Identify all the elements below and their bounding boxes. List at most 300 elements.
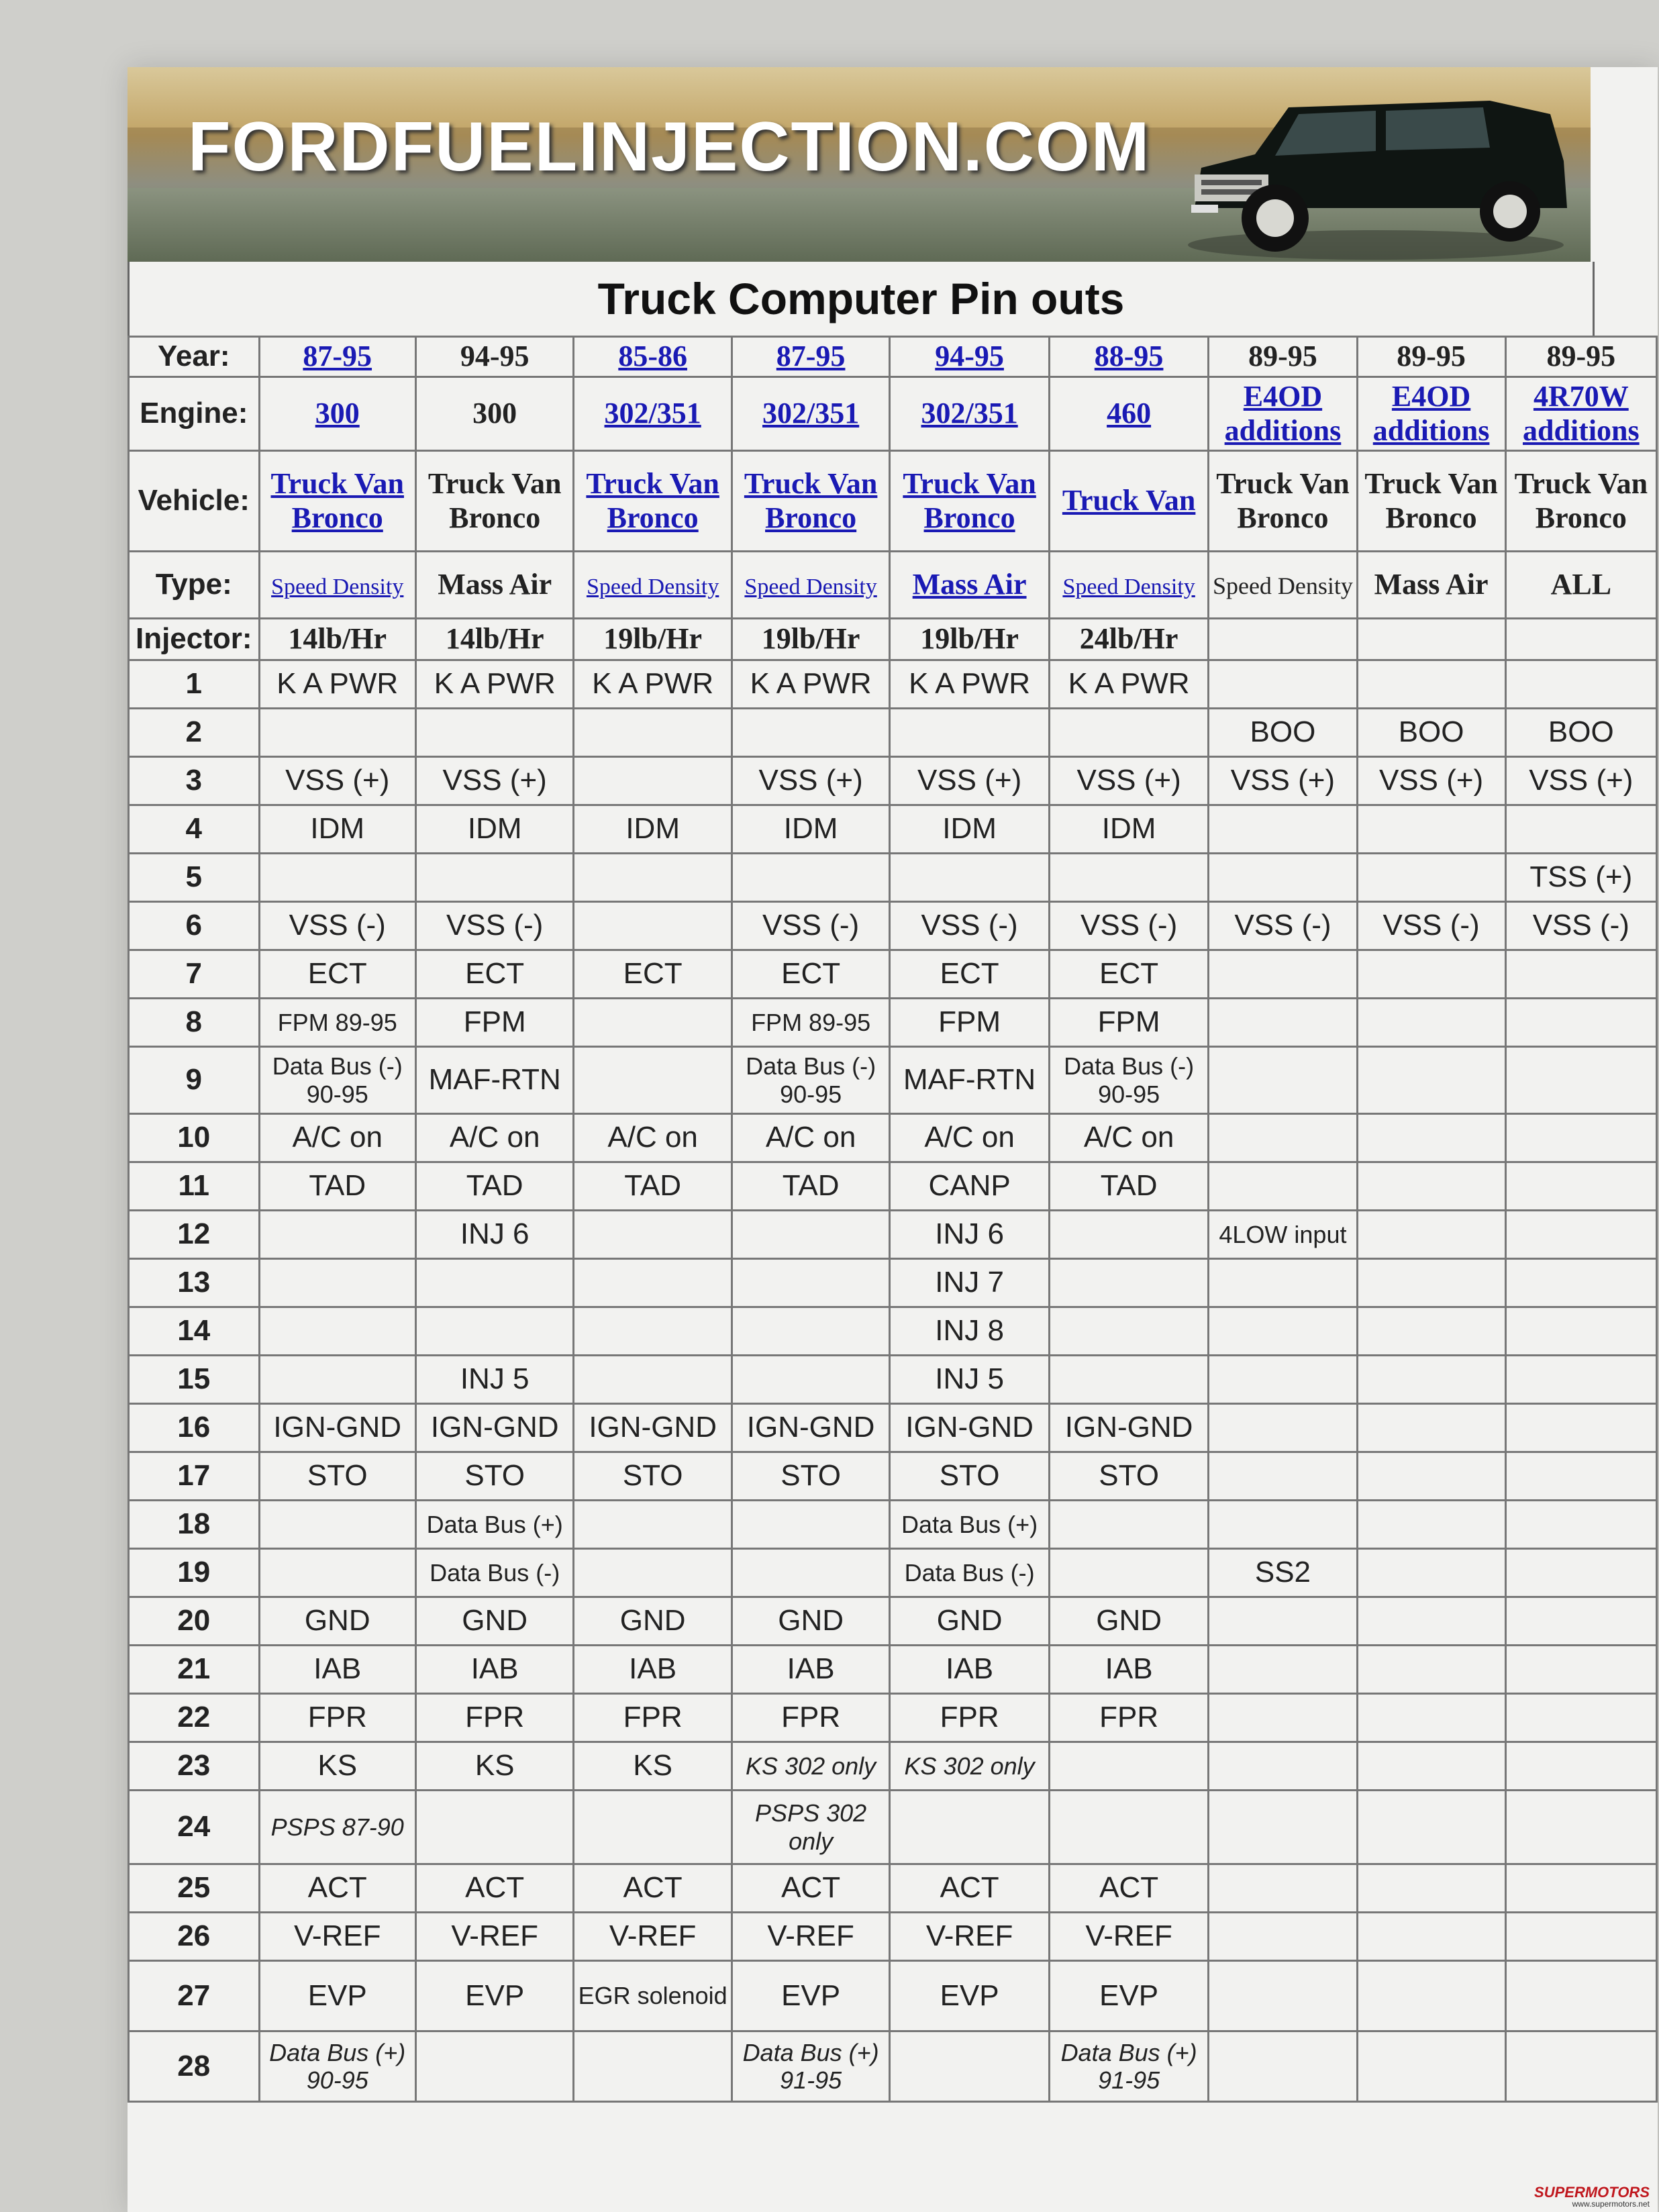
pin-cell: [259, 1259, 415, 1307]
pin-cell: [415, 854, 573, 902]
pin-number: 6: [129, 902, 260, 950]
pin-cell: IGN-GND: [415, 1404, 573, 1452]
pin-cell: [1357, 950, 1505, 999]
pin-cell: [1357, 2031, 1505, 2102]
type-link[interactable]: Speed Density: [271, 574, 404, 600]
engine-link[interactable]: 300: [315, 397, 360, 430]
pin-cell: [1505, 1646, 1656, 1694]
pin-cell: VSS (-): [1357, 902, 1505, 950]
injector-cell: [732, 619, 889, 660]
pin-cell: [574, 1259, 732, 1307]
year-text: 89-95: [1546, 340, 1616, 373]
pin-cell: [732, 854, 889, 902]
pin-cell: [415, 1791, 573, 1864]
site-banner: [128, 67, 1591, 262]
pin-cell: [732, 1211, 889, 1259]
pin-cell: Data Bus (+): [415, 1501, 573, 1549]
pin-cell: [1505, 1047, 1656, 1114]
pin-number: 17: [129, 1452, 260, 1501]
pin-cell: Data Bus (-) 90-95: [1049, 1047, 1209, 1114]
pin-number: 7: [129, 950, 260, 999]
pin-row: [129, 1356, 1657, 1404]
pin-cell: [1357, 1162, 1505, 1211]
pin-cell: IGN-GND: [1049, 1404, 1209, 1452]
year-cell: [415, 337, 573, 377]
type-cell[interactable]: [890, 552, 1050, 619]
engine-link[interactable]: 302/351: [921, 397, 1018, 430]
pin-cell: IGN-GND: [732, 1404, 889, 1452]
pin-cell: [1357, 805, 1505, 854]
vehicle-cell[interactable]: [732, 451, 889, 552]
pin-cell: [574, 1047, 732, 1114]
engine-link[interactable]: 302/351: [604, 397, 701, 430]
type-cell: [415, 552, 573, 619]
pin-cell: [1357, 1549, 1505, 1597]
injector-cell: [574, 619, 732, 660]
injector-row: [129, 619, 1657, 660]
pin-row: [129, 902, 1657, 950]
vehicle-cell[interactable]: [1049, 451, 1209, 552]
pin-cell: [574, 1211, 732, 1259]
pin-cell: VSS (+): [1505, 757, 1656, 805]
pin-cell: V-REF: [732, 1913, 889, 1961]
type-link[interactable]: Speed Density: [744, 574, 877, 600]
truck-image: [1174, 74, 1577, 262]
year-cell[interactable]: [574, 337, 732, 377]
injector-text: 19lb/Hr: [603, 622, 702, 656]
pin-cell: VSS (+): [1209, 757, 1357, 805]
pin-cell: STO: [732, 1452, 889, 1501]
engine-cell: [415, 377, 573, 451]
type-link[interactable]: Mass Air: [912, 568, 1027, 601]
pin-number: 24: [129, 1791, 260, 1864]
pin-cell: K A PWR: [1049, 660, 1209, 709]
pin-number: 22: [129, 1694, 260, 1742]
pin-cell: KS: [574, 1742, 732, 1791]
type-cell[interactable]: [1049, 552, 1209, 619]
pin-cell: [415, 1259, 573, 1307]
engine-link[interactable]: 302/351: [762, 397, 860, 430]
pin-cell: [1209, 1864, 1357, 1913]
pin-cell: [1505, 950, 1656, 999]
pin-cell: [732, 709, 889, 757]
pin-number: 4: [129, 805, 260, 854]
pin-number: 9: [129, 1047, 260, 1114]
pin-cell: TSS (+): [1505, 854, 1656, 902]
engine-link[interactable]: E4OD additions: [1372, 379, 1490, 447]
year-cell[interactable]: [732, 337, 889, 377]
pin-cell: IDM: [574, 805, 732, 854]
type-row: [129, 552, 1657, 619]
pin-cell: [732, 1549, 889, 1597]
pin-cell: FPM 89-95: [259, 999, 415, 1047]
pin-cell: IDM: [415, 805, 573, 854]
engine-cell[interactable]: [1209, 377, 1357, 451]
pin-cell: [1505, 1549, 1656, 1597]
pin-cell: STO: [890, 1452, 1050, 1501]
pin-cell: [890, 854, 1050, 902]
pin-cell: [1357, 854, 1505, 902]
pin-cell: [415, 1307, 573, 1356]
pin-cell: VSS (+): [890, 757, 1050, 805]
pin-cell: [574, 1307, 732, 1356]
pin-cell: [1357, 1864, 1505, 1913]
engine-label: Engine:: [129, 377, 260, 451]
pin-cell: ACT: [574, 1864, 732, 1913]
pin-cell: K A PWR: [574, 660, 732, 709]
pinout-table-body: [129, 337, 1657, 2102]
pin-cell: FPM: [1049, 999, 1209, 1047]
injector-text: 19lb/Hr: [920, 622, 1019, 656]
pin-cell: BOO: [1209, 709, 1357, 757]
pin-cell: [1505, 1404, 1656, 1452]
pin-cell: [1357, 1307, 1505, 1356]
pin-cell: [1505, 1307, 1656, 1356]
pin-cell: STO: [259, 1452, 415, 1501]
pin-number: 8: [129, 999, 260, 1047]
pin-cell: [1505, 1791, 1656, 1864]
pin-row: [129, 1597, 1657, 1646]
pin-cell: [1505, 1742, 1656, 1791]
pin-cell: [1209, 1742, 1357, 1791]
engine-cell[interactable]: [1049, 377, 1209, 451]
pin-cell: [415, 2031, 573, 2102]
pin-row: [129, 854, 1657, 902]
pin-cell: EVP: [259, 1961, 415, 2031]
pin-row: [129, 999, 1657, 1047]
pin-cell: [1049, 1742, 1209, 1791]
pin-cell: [1209, 1501, 1357, 1549]
pin-cell: STO: [1049, 1452, 1209, 1501]
pin-cell: TAD: [259, 1162, 415, 1211]
vehicle-link[interactable]: Truck Van Bronco: [903, 466, 1036, 534]
pin-cell: Data Bus (-) 90-95: [732, 1047, 889, 1114]
injector-cell: [1209, 619, 1357, 660]
type-label: Type:: [129, 552, 260, 619]
pin-cell: IAB: [415, 1646, 573, 1694]
injector-text: 14lb/Hr: [445, 622, 544, 656]
pin-cell: [1209, 1404, 1357, 1452]
pin-cell: [1209, 1791, 1357, 1864]
injector-cell: [890, 619, 1050, 660]
pin-number: 11: [129, 1162, 260, 1211]
pin-cell: [1505, 999, 1656, 1047]
pin-cell: KS: [415, 1742, 573, 1791]
pin-row: [129, 2031, 1657, 2102]
vehicle-label: Vehicle:: [129, 451, 260, 552]
pin-cell: ACT: [890, 1864, 1050, 1913]
pin-cell: INJ 7: [890, 1259, 1050, 1307]
pin-cell: A/C on: [574, 1114, 732, 1162]
pin-cell: [259, 1211, 415, 1259]
year-link[interactable]: 87-95: [776, 340, 846, 373]
pin-row: [129, 709, 1657, 757]
pin-cell: ACT: [415, 1864, 573, 1913]
watermark-brand: SUPERMOTORS: [1534, 2184, 1650, 2201]
pin-cell: IDM: [732, 805, 889, 854]
year-cell[interactable]: [259, 337, 415, 377]
pin-cell: ECT: [732, 950, 889, 999]
pin-cell: [1209, 999, 1357, 1047]
year-cell[interactable]: [1049, 337, 1209, 377]
pin-cell: V-REF: [574, 1913, 732, 1961]
pin-number: 23: [129, 1742, 260, 1791]
pin-cell: VSS (+): [259, 757, 415, 805]
year-link[interactable]: 88-95: [1094, 340, 1164, 373]
pin-cell: EVP: [732, 1961, 889, 2031]
pin-row: [129, 1211, 1657, 1259]
injector-label: Injector:: [129, 619, 260, 660]
pin-number: 27: [129, 1961, 260, 2031]
pin-cell: [415, 709, 573, 757]
pin-cell: [1505, 1211, 1656, 1259]
pin-cell: [1049, 1259, 1209, 1307]
year-link[interactable]: 94-95: [935, 340, 1004, 373]
pin-cell: TAD: [574, 1162, 732, 1211]
engine-cell[interactable]: [259, 377, 415, 451]
pin-cell: VSS (+): [1049, 757, 1209, 805]
pin-cell: [1049, 1356, 1209, 1404]
year-cell[interactable]: [890, 337, 1050, 377]
year-link[interactable]: 85-86: [618, 340, 687, 373]
pin-cell: [259, 1549, 415, 1597]
year-label: Year:: [129, 337, 260, 377]
type-text: Speed Density: [1212, 572, 1353, 600]
vehicle-link[interactable]: Truck Van Bronco: [586, 466, 719, 534]
year-link[interactable]: 87-95: [303, 340, 372, 373]
pin-cell: [574, 902, 732, 950]
pin-cell: IAB: [1049, 1646, 1209, 1694]
pin-cell: Data Bus (+) 91-95: [732, 2031, 889, 2102]
pin-number: 12: [129, 1211, 260, 1259]
pin-row: [129, 1452, 1657, 1501]
pin-cell: EVP: [1049, 1961, 1209, 2031]
injector-text: 19lb/Hr: [761, 622, 860, 656]
pin-cell: VSS (-): [259, 902, 415, 950]
pin-cell: GND: [732, 1597, 889, 1646]
pin-cell: [574, 1549, 732, 1597]
pin-cell: FPR: [1049, 1694, 1209, 1742]
pin-cell: [574, 2031, 732, 2102]
vehicle-link[interactable]: Truck Van Bronco: [270, 466, 404, 534]
pin-cell: Data Bus (-): [415, 1549, 573, 1597]
pin-row: [129, 1961, 1657, 2031]
pin-cell: STO: [415, 1452, 573, 1501]
watermark-url: www.supermotors.net: [1572, 2199, 1650, 2209]
pin-cell: Data Bus (-): [890, 1549, 1050, 1597]
pin-cell: ACT: [732, 1864, 889, 1913]
pin-row: [129, 757, 1657, 805]
pin-cell: ECT: [415, 950, 573, 999]
pin-cell: [259, 1356, 415, 1404]
pin-row: [129, 1864, 1657, 1913]
pin-cell: [1357, 1047, 1505, 1114]
pin-cell: IGN-GND: [890, 1404, 1050, 1452]
pin-cell: [574, 709, 732, 757]
vehicle-text: Truck Van Bronco: [1364, 466, 1498, 534]
pin-cell: TAD: [1049, 1162, 1209, 1211]
pin-cell: FPR: [890, 1694, 1050, 1742]
pin-cell: [574, 1356, 732, 1404]
pin-cell: VSS (+): [1357, 757, 1505, 805]
engine-link[interactable]: 4R70W additions: [1523, 379, 1640, 447]
pin-cell: [1357, 1501, 1505, 1549]
pin-cell: IDM: [259, 805, 415, 854]
engine-cell[interactable]: [1505, 377, 1656, 451]
pin-cell: FPR: [732, 1694, 889, 1742]
pin-cell: IAB: [732, 1646, 889, 1694]
type-link[interactable]: Speed Density: [1062, 574, 1195, 600]
vehicle-cell[interactable]: [890, 451, 1050, 552]
vehicle-cell[interactable]: [259, 451, 415, 552]
pin-cell: FPR: [259, 1694, 415, 1742]
pin-cell: ECT: [890, 950, 1050, 999]
injector-cell: [1505, 619, 1656, 660]
pin-cell: KS 302 only: [732, 1742, 889, 1791]
pin-number: 3: [129, 757, 260, 805]
pin-cell: EVP: [890, 1961, 1050, 2031]
type-cell[interactable]: [732, 552, 889, 619]
engine-cell[interactable]: [574, 377, 732, 451]
vehicle-row: [129, 451, 1657, 552]
pin-cell: K A PWR: [259, 660, 415, 709]
pin-cell: [1209, 1597, 1357, 1646]
pin-cell: V-REF: [890, 1913, 1050, 1961]
pin-cell: FPM: [415, 999, 573, 1047]
year-text: 89-95: [1397, 340, 1466, 373]
pin-cell: Data Bus (+) 90-95: [259, 2031, 415, 2102]
pin-cell: [1505, 660, 1656, 709]
pinout-table: [128, 336, 1658, 2103]
pin-cell: EGR solenoid: [574, 1961, 732, 2031]
pin-cell: [1049, 1211, 1209, 1259]
pin-cell: PSPS 87-90: [259, 1791, 415, 1864]
type-link[interactable]: Speed Density: [586, 574, 719, 600]
pin-row: [129, 805, 1657, 854]
pin-cell: FPR: [574, 1694, 732, 1742]
pin-row: [129, 1162, 1657, 1211]
pin-cell: A/C on: [415, 1114, 573, 1162]
pin-cell: V-REF: [415, 1913, 573, 1961]
vehicle-cell: [1357, 451, 1505, 552]
type-cell[interactable]: [259, 552, 415, 619]
pin-cell: [1209, 1694, 1357, 1742]
pin-cell: [1209, 1356, 1357, 1404]
pin-cell: [259, 1307, 415, 1356]
pin-cell: [1049, 1307, 1209, 1356]
pin-row: [129, 1549, 1657, 1597]
pin-cell: ACT: [259, 1864, 415, 1913]
pin-number: 14: [129, 1307, 260, 1356]
pin-cell: TAD: [415, 1162, 573, 1211]
pin-cell: Data Bus (+): [890, 1501, 1050, 1549]
pin-cell: GND: [890, 1597, 1050, 1646]
pin-cell: IAB: [259, 1646, 415, 1694]
pin-cell: VSS (-): [732, 902, 889, 950]
type-cell: [1357, 552, 1505, 619]
pin-cell: VSS (-): [415, 902, 573, 950]
engine-cell[interactable]: [1357, 377, 1505, 451]
type-cell: [1209, 552, 1357, 619]
pin-cell: ECT: [574, 950, 732, 999]
engine-row: [129, 377, 1657, 451]
engine-link[interactable]: 460: [1107, 397, 1152, 430]
pin-cell: [1209, 950, 1357, 999]
pin-cell: [1357, 1597, 1505, 1646]
pin-cell: ECT: [1049, 950, 1209, 999]
pin-cell: STO: [574, 1452, 732, 1501]
pin-cell: [732, 1307, 889, 1356]
pin-number: 28: [129, 2031, 260, 2102]
pin-row: [129, 1114, 1657, 1162]
type-cell[interactable]: [574, 552, 732, 619]
pin-cell: [574, 1501, 732, 1549]
pin-cell: [1357, 1646, 1505, 1694]
pin-cell: [1505, 1114, 1656, 1162]
pin-number: 15: [129, 1356, 260, 1404]
pin-cell: V-REF: [1049, 1913, 1209, 1961]
injector-text: 14lb/Hr: [288, 622, 387, 656]
pin-cell: Data Bus (-) 90-95: [259, 1047, 415, 1114]
pin-cell: [1209, 1114, 1357, 1162]
pin-cell: INJ 6: [890, 1211, 1050, 1259]
pin-number: 1: [129, 660, 260, 709]
pin-cell: [1505, 1356, 1656, 1404]
injector-cell: [1357, 619, 1505, 660]
pin-row: [129, 1501, 1657, 1549]
vehicle-link[interactable]: Truck Van: [1062, 484, 1196, 517]
pin-cell: [1209, 660, 1357, 709]
injector-cell: [259, 619, 415, 660]
pin-cell: KS: [259, 1742, 415, 1791]
vehicle-link[interactable]: Truck Van Bronco: [744, 466, 878, 534]
vehicle-cell[interactable]: [574, 451, 732, 552]
pin-number: 21: [129, 1646, 260, 1694]
pin-row: [129, 1307, 1657, 1356]
pin-cell: TAD: [732, 1162, 889, 1211]
pin-number: 16: [129, 1404, 260, 1452]
pin-cell: [1209, 1646, 1357, 1694]
pin-cell: VSS (-): [1505, 902, 1656, 950]
year-cell: [1209, 337, 1357, 377]
pin-row: [129, 1259, 1657, 1307]
engine-link[interactable]: E4OD additions: [1224, 379, 1342, 447]
watermark: [1534, 2185, 1650, 2208]
pin-number: 10: [129, 1114, 260, 1162]
pin-cell: V-REF: [259, 1913, 415, 1961]
pin-number: 5: [129, 854, 260, 902]
engine-cell[interactable]: [890, 377, 1050, 451]
type-text: Mass Air: [1374, 568, 1489, 601]
pin-cell: VSS (-): [1049, 902, 1209, 950]
pin-cell: [1505, 1864, 1656, 1913]
year-text: 94-95: [460, 340, 530, 373]
pin-cell: GND: [574, 1597, 732, 1646]
pin-cell: [1357, 1742, 1505, 1791]
pin-cell: [1505, 2031, 1656, 2102]
pin-cell: [574, 757, 732, 805]
pin-cell: FPM 89-95: [732, 999, 889, 1047]
pin-cell: INJ 5: [890, 1356, 1050, 1404]
pin-cell: [1049, 1791, 1209, 1864]
pin-cell: INJ 5: [415, 1356, 573, 1404]
pin-row: [129, 1694, 1657, 1742]
pin-cell: VSS (-): [1209, 902, 1357, 950]
engine-cell[interactable]: [732, 377, 889, 451]
year-cell: [1357, 337, 1505, 377]
pin-cell: [1357, 1791, 1505, 1864]
pin-cell: ECT: [259, 950, 415, 999]
